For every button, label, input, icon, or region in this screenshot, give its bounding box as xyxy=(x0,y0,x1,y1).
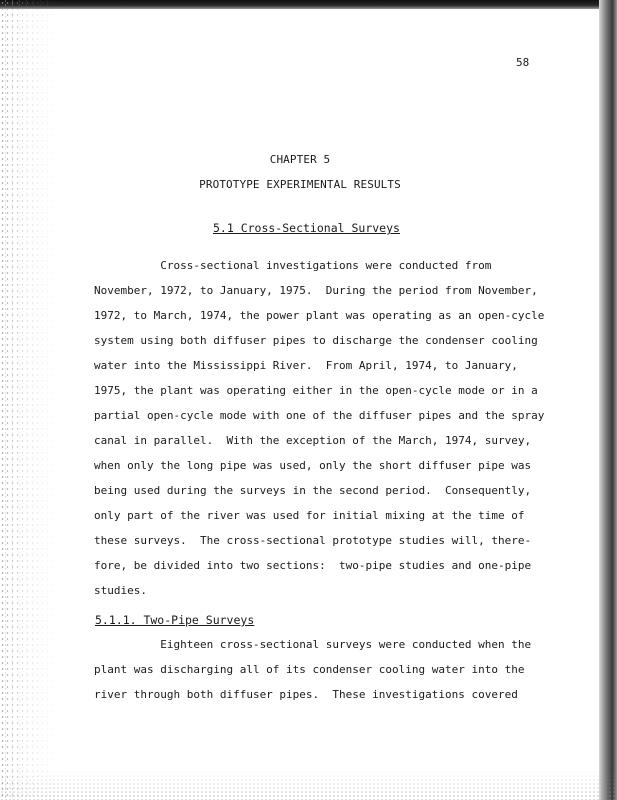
chapter-label: CHAPTER 5 xyxy=(269,153,331,166)
scan-top-edge xyxy=(0,0,617,9)
section-heading: 5.1 Cross-Sectional Surveys xyxy=(213,221,400,235)
paragraph-line: canal in parallel. With the exception of the March, 1974, survey, xyxy=(94,434,532,447)
paragraph-line: system using both diffuser pipes to discharge the condenser cooling xyxy=(94,334,538,347)
paragraph-line: only part of the river was used for initial mixing at the time of xyxy=(94,509,525,522)
chapter-title: PROTOTYPE EXPERIMENTAL RESULTS xyxy=(199,178,401,191)
scan-noise-bottom xyxy=(0,770,617,800)
paragraph-line: Cross-sectional investigations were conducted from xyxy=(94,259,492,272)
scan-noise-left xyxy=(0,0,60,800)
paragraph-line: 1972, to March, 1974, the power plant was operating as an open-cycle xyxy=(94,309,545,322)
paragraph-line: 1975, the plant was operating either in the open-cycle mode or in a xyxy=(94,384,538,397)
paragraph-line: November, 1972, to January, 1975. During the period from November, xyxy=(94,284,538,297)
paragraph-line: these surveys. The cross-sectional prototype studies will, there- xyxy=(94,534,532,547)
paragraph-line: being used during the surveys in the second period. Consequently, xyxy=(94,484,532,497)
paragraph-line: Eighteen cross-sectional surveys were conducted when the xyxy=(94,638,532,651)
paragraph-line: partial open-cycle mode with one of the diffuser pipes and the spray xyxy=(94,409,545,422)
subsection-heading: 5.1.1. Two-Pipe Surveys xyxy=(95,613,255,627)
paragraph-line: water into the Mississippi River. From April, 1974, to January, xyxy=(94,359,518,372)
paragraph-line: studies. xyxy=(94,584,147,597)
paragraph-line: river through both diffuser pipes. These investigations covered xyxy=(94,688,518,701)
scan-right-edge xyxy=(599,0,617,800)
paragraph-line: when only the long pipe was used, only the short diffuser pipe was xyxy=(94,459,532,472)
paragraph-line: plant was discharging all of its condenser cooling water into the xyxy=(94,663,525,676)
page-number: 58 xyxy=(516,56,530,69)
paragraph-line: fore, be divided into two sections: two-pipe studies and one-pipe xyxy=(94,559,532,572)
